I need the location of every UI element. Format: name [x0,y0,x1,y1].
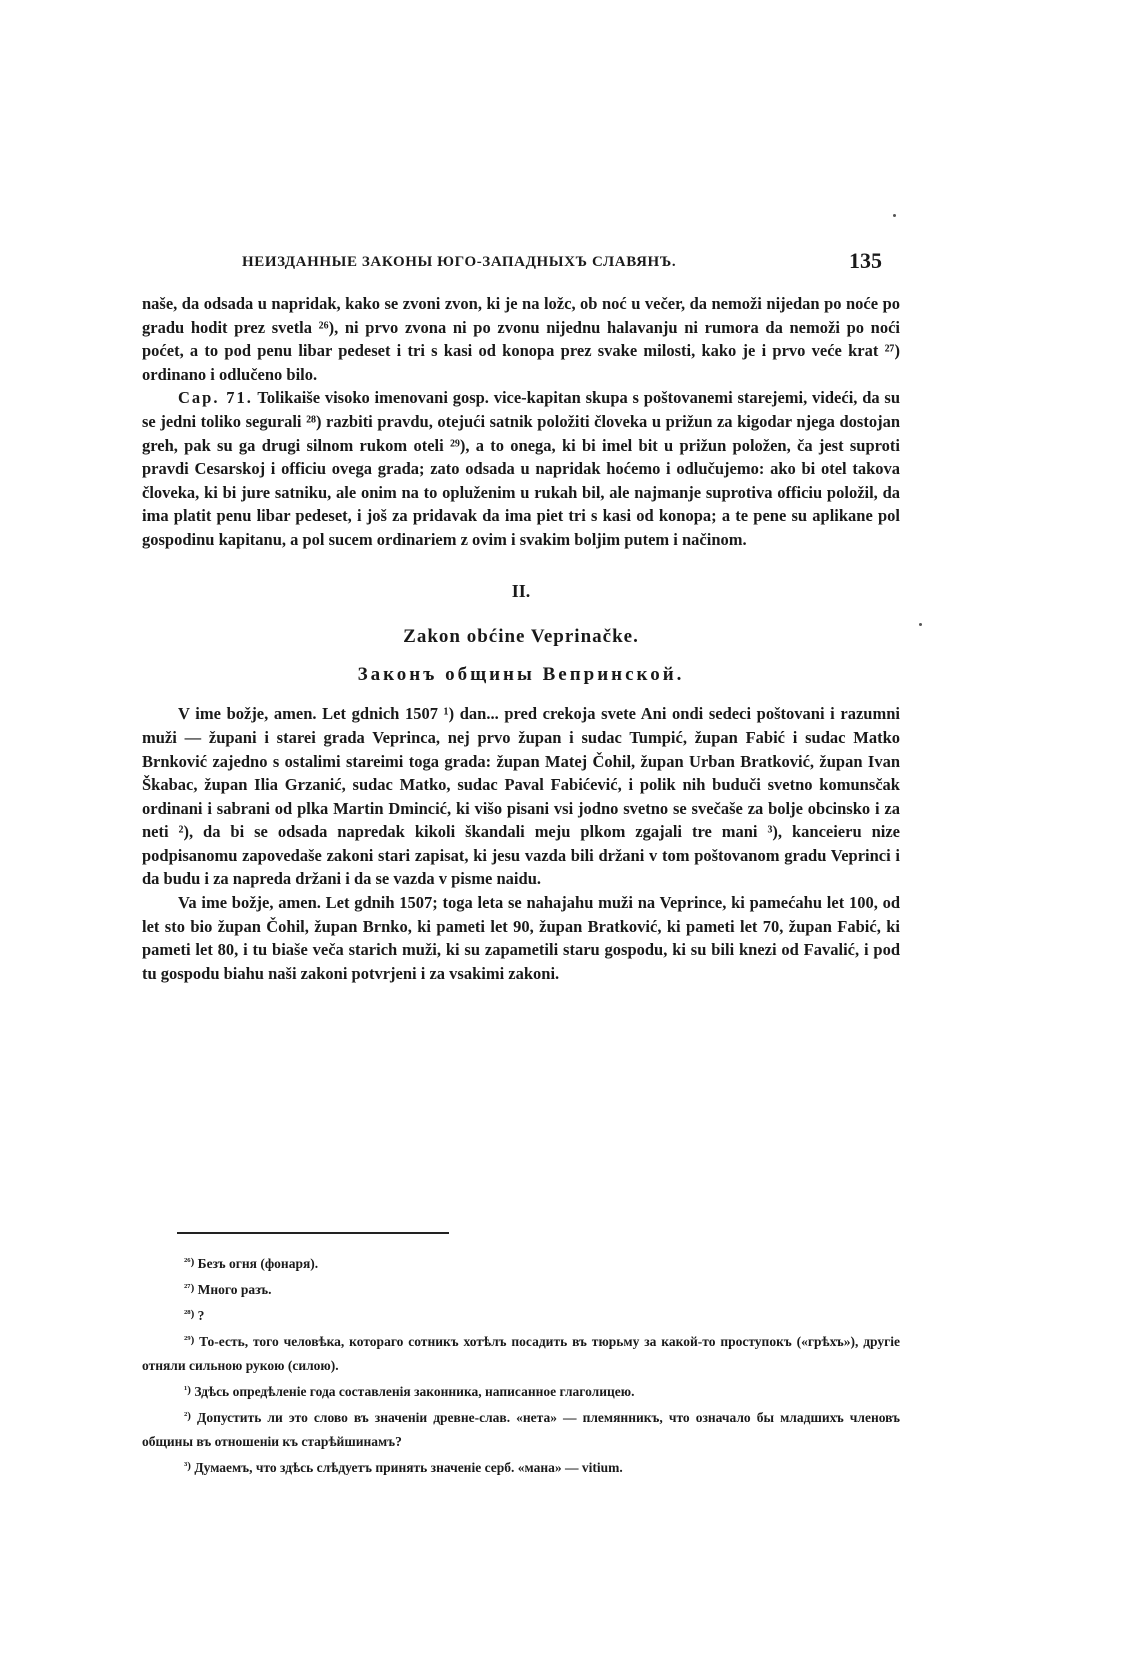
footnote-text: Безъ огня (фонаря). [197,1256,319,1271]
running-head [242,248,882,278]
footnote-mark: ²⁹) [184,1334,195,1346]
footnote-text: Много разъ. [197,1282,272,1297]
footnote-mark: ²⁷) [184,1282,195,1294]
page-number: 135 [849,248,882,273]
footnote-26 [142,1250,900,1276]
footnote-mark: ²⁶) [184,1256,195,1268]
footnote-mark: ²⁸) [184,1308,195,1320]
scan-speck [893,214,896,217]
paragraph-v-ime-bozje: V ime božje, amen. Let gdnich 1507 ¹) dan... pred crekoja svete Ani ondi sedeci poštovani i razumni muži — župani i starei grada Veprinca, nej prvo župan i sudac Tumpić, župan Fabić i sudac Matko Brnković zajedno s ostalimi stareimi toga grada: župan Matej Čohil, župan Urban Bratković, župan Ivan Škabac, župan Ilia Grzanić, sudac Matko, sudac Paval Fabićević, i polik nih buduči svetno komunsčak ordinani i sabrani od plka Martin Dmincić, ki višo pisani vsi jodno svetno se svečaše za bolje obcinsko i za neti ²), da bi se odsada napredak kikoli škandali meju plkom zgajali tre mani ³), kanceieru nize podpisanomu zapovedaše zakoni stari zapisat, ki jesu vazda bili držani v tom poštovanom gradu Veprinci i da budu i za napreda držani i da se vazda v pisme naidu. [142,704,900,889]
footnote-2 [142,1404,900,1454]
footnote-mark: ¹) [184,1384,191,1396]
footnotes [142,1250,900,1480]
footnote-29 [142,1328,900,1378]
body-text [142,292,900,985]
footnote-1 [142,1378,900,1404]
section-heading-cyrillic: Законъ общины Вепринской. [357,663,685,685]
footnote-text: Допустить ли это слово въ значеніи древне-слав. «нета» — племянникъ, что означало бы младшихъ членовъ общины въ отношеніи къ старѣйшинамъ? [142,1410,900,1449]
footnote-3 [142,1454,900,1480]
footnote-text: То-есть, того человѣка, котораго сотникъ хотѣлъ посадить въ тюрьму за какой-то проступокъ («грѣхъ»), другіе отняли сильною рукою (силою). [142,1334,901,1373]
section-heading-latin: Zakon obćine Veprinačke. [403,626,639,648]
footnote-28 [142,1302,900,1328]
cap-label: Cap. 71. [178,388,253,408]
running-title: НЕИЗДАННЫЕ ЗАКОНЫ ЮГО-ЗАПАДНЫХЪ СЛАВЯНЪ. [242,254,677,270]
section-number: II. [511,580,531,601]
footnote-mark: ³) [184,1460,191,1472]
footnote-27 [142,1276,900,1302]
footnote-text: Здѣсь опредѣленіе года составленія законника, написанное глаголицею. [194,1384,635,1399]
paragraph-va-ime-bozje: Va ime božje, amen. Let gdnih 1507; toga leta se nahajahu muži na Veprince, ki pamećahu let 100, od let sto bio župan Čohil, župan Brnko, ki pameti let 90, župan Bratković, ki pameti let 70, župan Fabić, ki pameti let 80, i tu biaše veča starich muži, ki su zapametili staru gospodu, ki su bili knezi od Favalić, i pod tu gospodu biahu naši zakoni potvrjeni i za vsakimi zakoni. [142,893,900,983]
scan-speck [919,623,922,626]
footnote-mark: ²) [184,1410,191,1422]
footnote-rule [177,1232,449,1234]
cap-71-text: Tolikaiše visoko imenovani gosp. vice-kapitan skupa s poštovanemi starejemi, videći, da su se jedni toliko segurali ²⁸) razbiti pravdu, otejući satnik položiti človeka u prižun za kigodar njega dostojan greh, pak su ga drugi silnom rukom oteli ²⁹), a to onega, ki bi imel bit u prižun položen, ča jest suproti pravdi Cesarskoj i officiu ovega grada; zato odsada u napridak hoćemo i odlučujemo: ako bi otel takova človeka, ki bi jure satniku, ale onim na to opluženim u rukah bil, ale najmanje suprotiva officiu položil, da ima platit penu libar pedeset, i još za pridavak da ima piet tri s kasi od konopa; a te pene su aplikane pol gospodinu kapitanu, a pol sucem ordinariem z ovim i svakim boljim putem i načinom. [142,388,901,549]
footnote-text: ? [197,1308,205,1323]
paragraph-continuation: naše, da odsada u napridak, kako se zvoni zvon, ki je na ložc, ob noć u večer, da nemoži nijedan po noće po gradu hodit prez svetla ²⁶), ni prvo zvona ni po zvonu nijednu halavanju ni rumora da nemoži po noći poćet, a to pod penu libar pedeset i tri s kasi od konopa prez svake milosti, kako je i prvo veće krat ²⁷) ordinano i odlučeno bilo. [142,294,900,384]
paragraph-cap-71 [142,386,900,551]
footnote-text: Думаемъ, что здѣсь слѣдуетъ принять значеніе серб. «мана» — vitium. [194,1460,623,1475]
